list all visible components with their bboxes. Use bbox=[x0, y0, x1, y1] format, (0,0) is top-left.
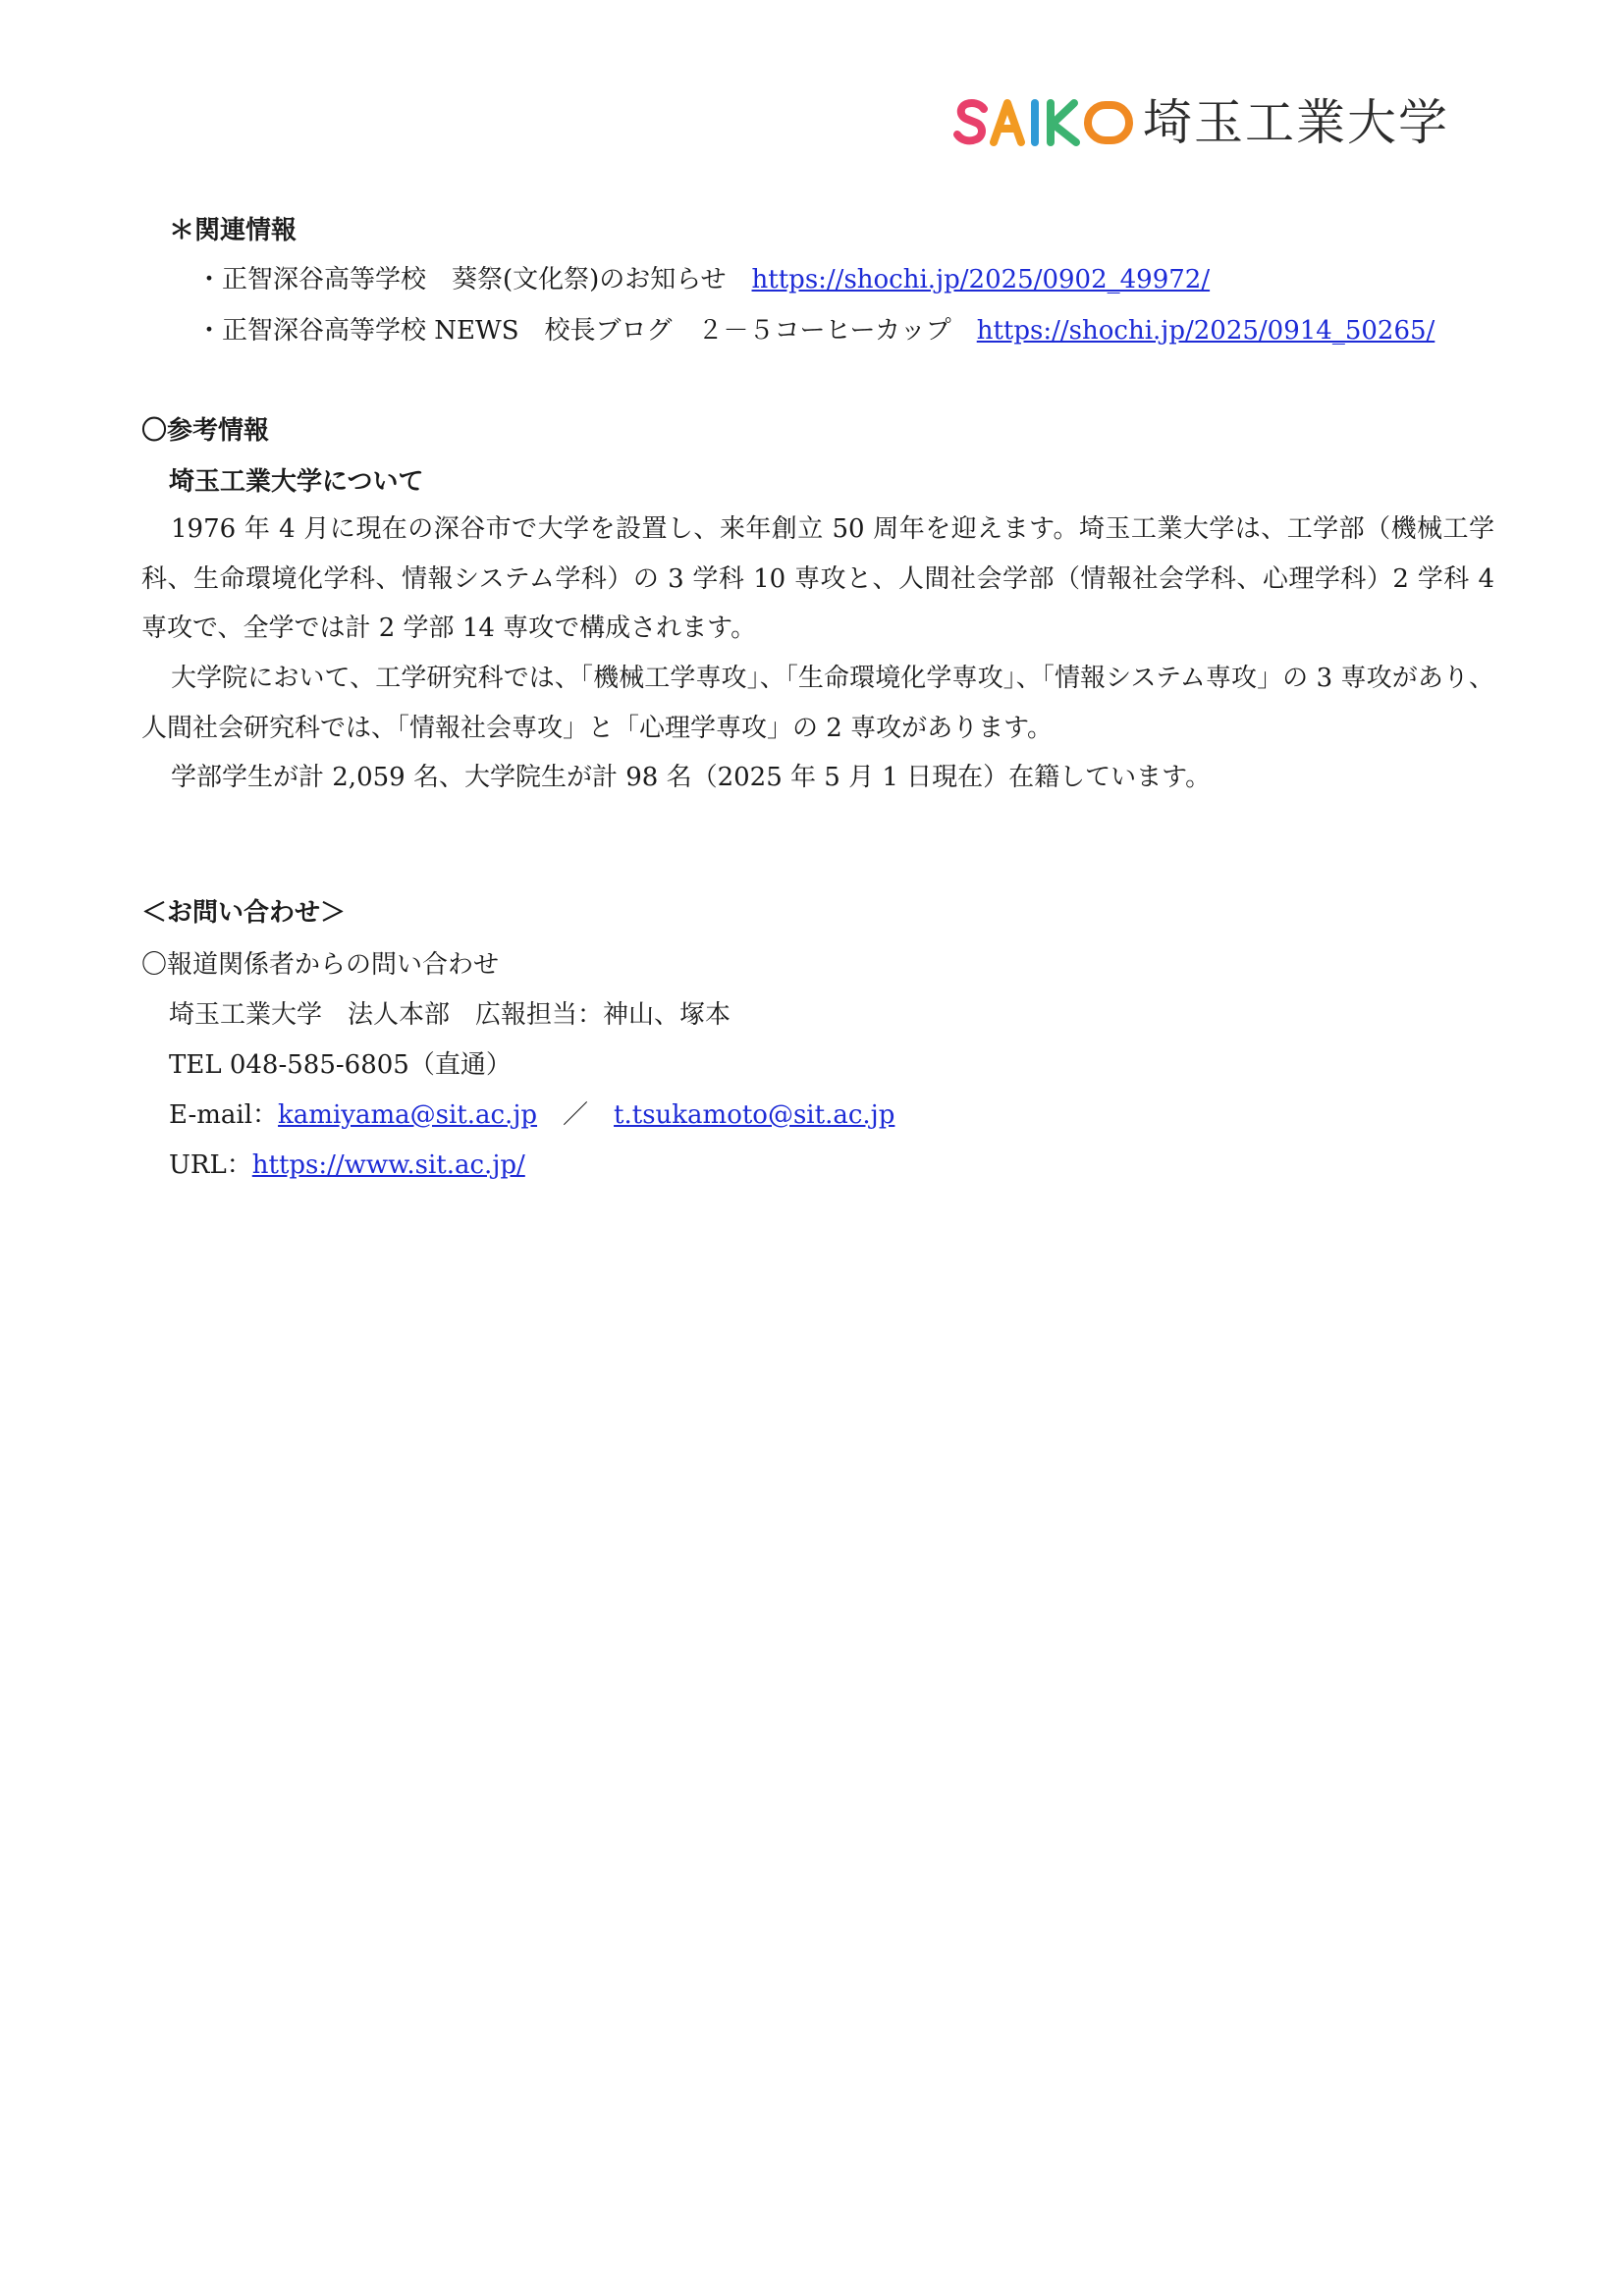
contact-url-row bbox=[169, 1148, 525, 1182]
related-item-2-link[interactable]: https://shochi.jp/2025/0914_50265/ bbox=[976, 316, 1435, 346]
bullet: ・ bbox=[196, 316, 223, 346]
email-link-tsukamoto[interactable]: t.tsukamoto@sit.ac.jp bbox=[614, 1100, 895, 1130]
email-link-kamiyama[interactable]: kamiyama@sit.ac.jp bbox=[278, 1100, 538, 1130]
contact-email-row bbox=[169, 1098, 894, 1132]
contact-organization: 埼玉工業大学 法人本部 広報担当：神山、塚本 bbox=[169, 1000, 731, 1030]
email-separator: ／ bbox=[537, 1100, 615, 1130]
saiko-logo-mark bbox=[950, 95, 1133, 150]
related-item-1-text: 正智深谷高等学校 葵祭(文化祭)のお知らせ bbox=[222, 265, 752, 294]
email-label: E-mail： bbox=[169, 1100, 279, 1130]
related-item-2 bbox=[196, 314, 1435, 347]
related-info-heading: ＊関連情報 bbox=[169, 216, 298, 245]
related-item-2-text: 正智深谷高等学校 NEWS 校長ブログ ２－５コーヒーカップ bbox=[222, 316, 977, 346]
contact-heading: ＜お問い合わせ＞ bbox=[141, 898, 347, 928]
bullet: ・ bbox=[196, 265, 223, 294]
related-item-1 bbox=[196, 263, 1210, 296]
contact-telephone: TEL 048-585-6805（直通） bbox=[169, 1050, 512, 1080]
reference-heading: 〇参考情報 bbox=[141, 416, 270, 446]
website-link[interactable]: https://www.sit.ac.jp/ bbox=[251, 1150, 525, 1180]
reference-paragraph-3: 学部学生が計 2,059 名、大学院生が計 98 名（2025 年 5 月 1 日現在）在籍しています。 bbox=[171, 763, 1212, 792]
related-item-1-link[interactable]: https://shochi.jp/2025/0902_49972/ bbox=[751, 265, 1211, 294]
url-label: URL： bbox=[169, 1150, 252, 1180]
contact-subheading: 〇報道関係者からの問い合わせ bbox=[141, 950, 500, 980]
reference-subheading: 埼玉工業大学について bbox=[169, 467, 424, 497]
reference-paragraph-1: 1976 年 4 月に現在の深谷市で大学を設置し、来年創立 50 周年を迎えます。埼玉工業大学は、工学部（機械工学科、生命環境化学科、情報システム学科）の 3 学科 10 専攻と、人間社会学部（情報社会学科、心理学科）2 学科 4 専攻で、全学では計 2 学部 14 専攻で構成されます。 bbox=[141, 514, 1494, 643]
reference-paragraph-2: 大学院において、工学研究科では、「機械工学専攻」、「生命環境化学専攻」、「情報システム専攻」の 3 専攻があり、人間社会研究科では、「情報社会専攻」と「心理学専攻」の 2 専攻があります。 bbox=[141, 664, 1494, 743]
university-logo bbox=[950, 94, 1449, 151]
logo-university-name: 埼玉工業大学 bbox=[1143, 94, 1449, 151]
